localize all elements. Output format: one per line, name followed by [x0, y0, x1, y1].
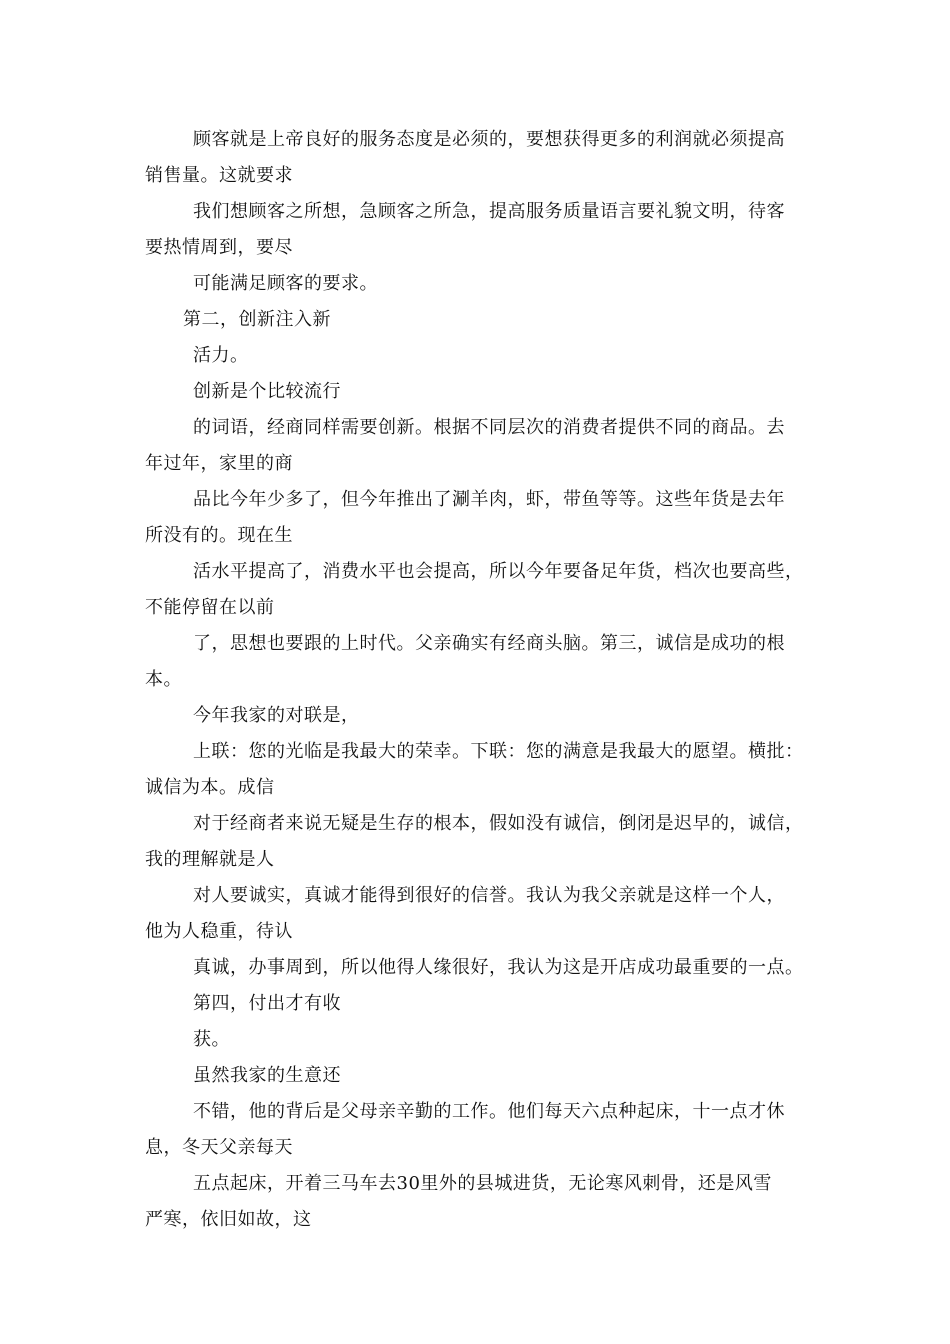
text-line: 品比今年少多了，但今年推出了涮羊肉，虾，带鱼等等。这些年货是去年 [193, 489, 785, 510]
text-line: 的词语，经商同样需要创新。根据不同层次的消费者提供不同的商品。去 [193, 417, 785, 438]
text-line: 本。 [145, 669, 182, 690]
text-line: 创新是个比较流行 [193, 381, 341, 402]
text-line: 了，思想也要跟的上时代。父亲确实有经商头脑。第三，诚信是成功的根 [193, 633, 785, 654]
text-line: 息，冬天父亲每天 [145, 1137, 293, 1158]
text-line: 五点起床，开着三马车去30里外的县城进货，无论寒风刺骨，还是风雪 [193, 1173, 772, 1194]
text-line: 顾客就是上帝良好的服务态度是必须的，要想获得更多的利润就必须提高 [193, 129, 785, 150]
text-line: 虽然我家的生意还 [193, 1065, 341, 1086]
text-line: 今年我家的对联是， [193, 705, 360, 726]
text-line: 获。 [193, 1029, 230, 1050]
text-line: 严寒，依旧如故，这 [145, 1209, 312, 1230]
text-line: 他为人稳重，待认 [145, 921, 293, 942]
text-line: 销售量。这就要求 [145, 165, 293, 186]
document-body [145, 122, 825, 1238]
text-line: 要热情周到，要尽 [145, 237, 293, 258]
text-line: 我的理解就是人 [145, 849, 275, 870]
text-line: 我们想顾客之所想，急顾客之所急，提高服务质量语言要礼貌文明，待客 [193, 201, 785, 222]
text-line: 真诚，办事周到，所以他得人缘很好，我认为这是开店成功最重要的一点。 [193, 957, 804, 978]
text-line: 活水平提高了，消费水平也会提高，所以今年要备足年货，档次也要高些， [193, 561, 804, 582]
text-line: 诚信为本。成信 [145, 777, 275, 798]
text-line: 上联：您的光临是我最大的荣幸。下联：您的满意是我最大的愿望。横批： [193, 741, 804, 762]
text-line: 不错，他的背后是父母亲辛勤的工作。他们每天六点种起床，十一点才休 [193, 1101, 785, 1122]
text-line: 活力。 [193, 345, 249, 366]
text-line: 第二，创新注入新 [183, 309, 331, 330]
text-line: 可能满足顾客的要求。 [193, 273, 378, 294]
text-line: 所没有的。现在生 [145, 525, 293, 546]
text-line: 年过年，家里的商 [145, 453, 293, 474]
text-line: 不能停留在以前 [145, 597, 275, 618]
text-line: 对人要诚实，真诚才能得到很好的信誉。我认为我父亲就是这样一个人， [193, 885, 785, 906]
text-line: 第四，付出才有收 [193, 993, 341, 1014]
text-line: 对于经商者来说无疑是生存的根本，假如没有诚信，倒闭是迟早的，诚信， [193, 813, 804, 834]
